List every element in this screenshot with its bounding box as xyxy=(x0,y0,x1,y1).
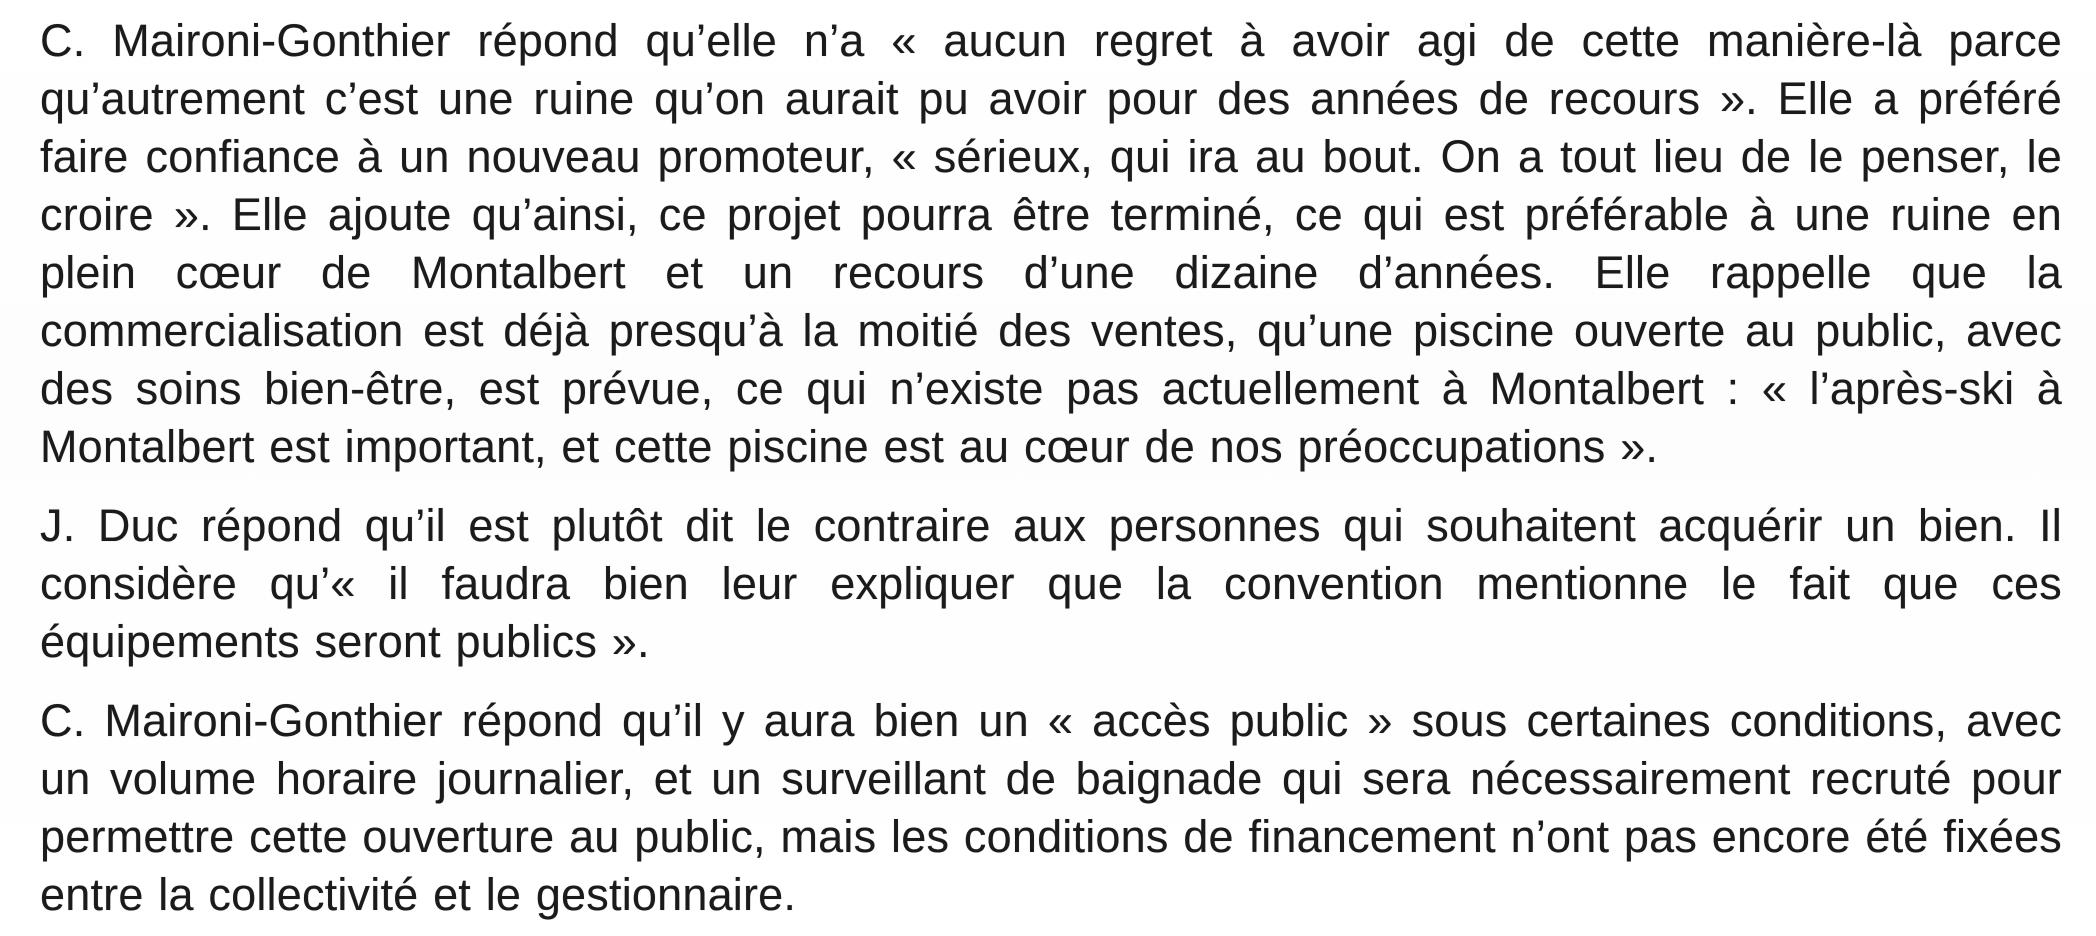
paragraph-maironi-gonthier-response-2: C. Maironi-Gonthier répond qu’il y aura bien un « accès public » sous certaines conditions, avec un volume horaire journalier, et un surveillant de baignade qui sera nécessairement recruté pour permettre cette ouverture au public, mais les conditions de financement n’ont pas encore été fixées entre la collectivité et le gestionnaire. xyxy=(40,695,2062,920)
paragraph-duc-response: J. Duc répond qu’il est plutôt dit le contraire aux personnes qui souhaitent acquérir un bien. Il considère qu’« il faudra bien leur expliquer que la convention mentionne le fait que ces équipements seront publics ». xyxy=(40,500,2062,667)
paragraph-maironi-gonthier-response-1: C. Maironi-Gonthier répond qu’elle n’a « aucun regret à avoir agi de cette manière-là parce qu’autrement c’est une ruine qu’on aurait pu avoir pour des années de recours ». Elle a préféré faire confiance à un nouveau promoteur, « sérieux, qui ira au bout. On a tout lieu de le penser, le croire ». Elle ajoute qu’ainsi, ce projet pourra être terminé, ce qui est préférable à une ruine en plein cœur de Montalbert et un recours d’une dizaine d’années. Elle rappelle que la commercialisation est déjà presqu’à la moitié des ventes, qu’une piscine ouverte au public, avec des soins bien-être, est prévue, ce qui n’existe pas actuellement à Montalbert : « l’après-ski à Montalbert est important, et cette piscine est au cœur de nos préoccupations ». xyxy=(40,15,2062,472)
